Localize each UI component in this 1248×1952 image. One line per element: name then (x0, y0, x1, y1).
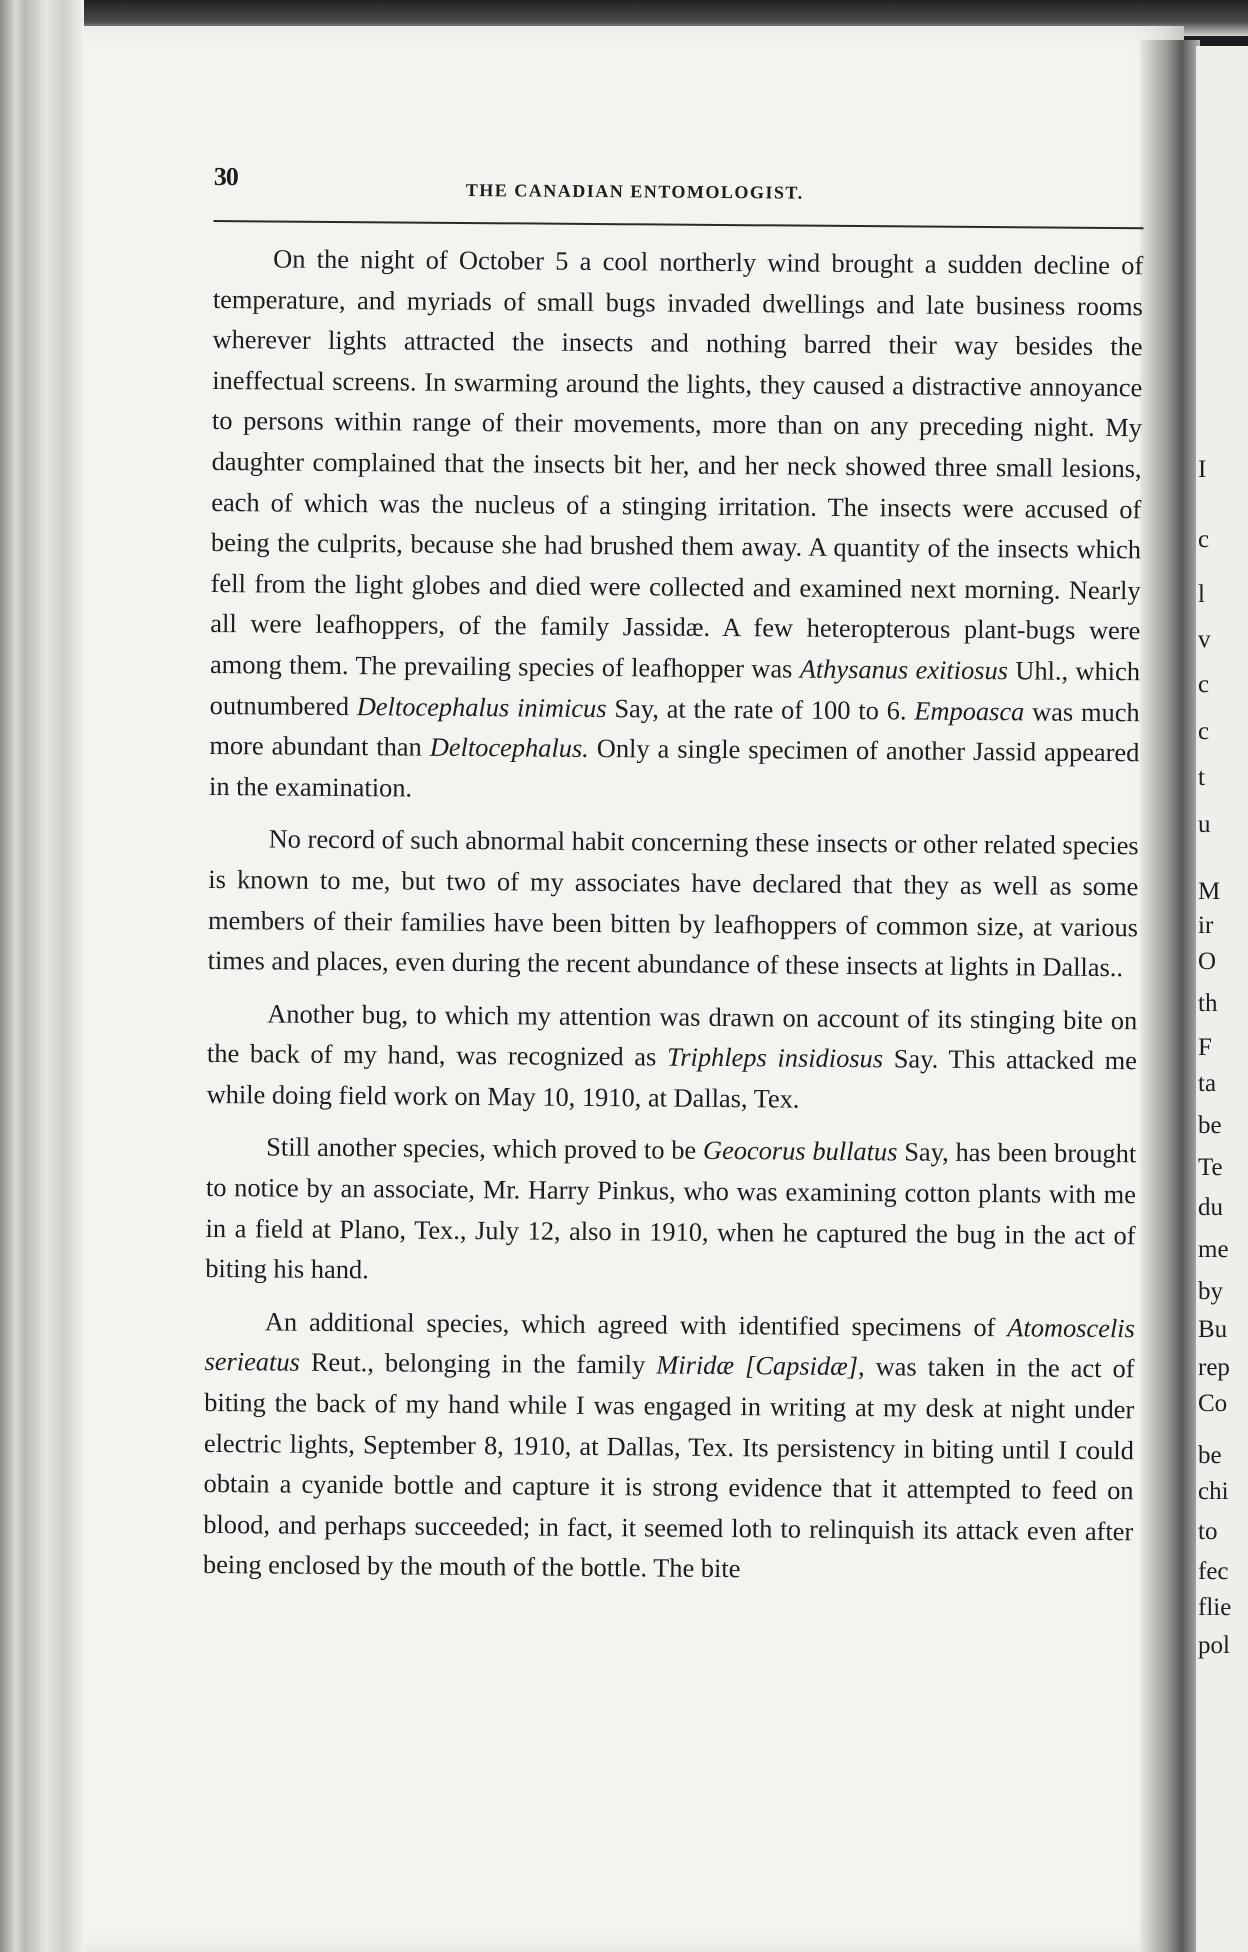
facing-page-fragment: ta (1198, 1070, 1217, 1097)
facing-page-fragment: by (1198, 1278, 1223, 1305)
text-run: Only a single specimen of another Jassid appeared in the examination. (208, 733, 1140, 803)
text-run: An additional species, which agreed with identified specimens of (264, 1306, 1008, 1343)
text-run: On the night of October 5 a cool northerly wind brought a sudden decline of temperature, and myriads of small bugs invaded dwellings and late business rooms wherever lights attracted the insects and nothing barred their way besides the ineffectual screens. In swarming around the lights, they caused a distractive annoyance to persons within range of their movements, more than on any preceding night. My daughter complained that the insects bit her, and her neck showed three small lesions, each of which was the nucleus of a stinging irritation. The insects were accused of being the culprits, because she had brushed them away. A quantity of the insects which fell from the light globes and died were collected and examined next morning. Nearly all were leafhoppers, of the family Jassidæ. A few heteropterous plant-bugs were among them. The prevailing species of leafhopper was (209, 243, 1144, 684)
facing-page-fragment: du (1198, 1194, 1223, 1221)
book-left-edge (0, 0, 84, 1952)
italic-taxon: Geocorus bullatus (702, 1135, 898, 1167)
paragraph (209, 238, 1143, 814)
book-gutter (1140, 40, 1200, 1952)
text-run: Still another species, which proved to be (266, 1131, 704, 1166)
paragraph (208, 818, 1139, 988)
text-run: Uhl., which outnumbered (209, 655, 1141, 721)
body-text (203, 238, 1144, 1592)
text-run: Another bug, to which my attention was drawn on account of its stinging bite on the back of my hand, was recognized as (206, 998, 1138, 1072)
facing-page-fragment: chi (1198, 1478, 1229, 1505)
facing-page-fragment: ir (1198, 912, 1214, 939)
page-header (214, 160, 1144, 215)
italic-taxon: Empoasca (914, 695, 1025, 726)
running-head: THE CANADIAN ENTOMOLOGIST. (465, 179, 804, 203)
facing-page-fragment: F (1198, 1034, 1212, 1061)
facing-page-fragment: c (1198, 671, 1210, 698)
italic-taxon: Triphleps insidiosus (666, 1041, 884, 1074)
facing-page-fragment: t (1198, 764, 1205, 791)
facing-page-fragment: Te (1198, 1154, 1223, 1181)
facing-page-fragment: me (1198, 1236, 1229, 1263)
facing-page-fragment: Co (1198, 1390, 1228, 1417)
text-run: was much more abundant than (209, 695, 1140, 762)
facing-page-fragment: M (1198, 878, 1221, 905)
facing-page-fragment: rep (1198, 1354, 1230, 1381)
facing-page-fragment: l (1198, 581, 1205, 608)
page-number: 30 (213, 161, 238, 192)
text-run: No record of such abnormal habit concerning these insects or other related species is known to me, but two of my associates have declared that they as well as some members of their families have been bitten by leafhoppers of common size, at various times and places, even during the recent abundance of these insects at lights in Dallas.. (207, 823, 1139, 983)
facing-page-fragment: Bu (1198, 1316, 1228, 1343)
text-run: Say, has been brought to notice by an associate, Mr. Harry Pinkus, who was examining cotton plants with me in a field at Plano, Tex., July 12, also in 1910, when he captured the bug in the act of biting his hand. (205, 1136, 1137, 1285)
facing-page-edge (1196, 46, 1248, 1952)
facing-page-fragment: v (1198, 626, 1211, 653)
header-rule (214, 220, 1144, 229)
facing-page-fragment: be (1198, 1112, 1222, 1139)
facing-page-fragment: c (1198, 718, 1210, 745)
italic-taxon: Deltocephalus inimicus (356, 690, 607, 723)
facing-page-fragment: I (1198, 456, 1207, 483)
text-run: , was taken in the act of biting the back of my hand while I was engaged in writing at my desk at night under electric lights, September 8, 1910, at Dallas, Tex. Its persistency in biting until I could obtain a cyanide bottle and capture it is strong evidence that it attempted to feed on blood, and perhaps succeeded; in fact, it seemed loth to relinquish its attack even after being enclosed by the mouth of the bottle. The bite (202, 1351, 1135, 1584)
paragraph (203, 1301, 1135, 1592)
facing-page-fragment: u (1198, 811, 1211, 838)
facing-page-fragment: th (1198, 990, 1218, 1017)
italic-taxon: Deltocephalus. (429, 731, 589, 764)
text-run: Say. This attacked me while doing field work on May 10, 1910, at Dallas, Tex. (206, 1043, 1138, 1114)
paragraph (207, 993, 1138, 1122)
facing-page-fragment: pol (1198, 1632, 1230, 1659)
facing-page-fragment: fec (1198, 1558, 1229, 1585)
italic-taxon: Atomoscelis serieatus (204, 1312, 1135, 1378)
facing-page-fragment: O (1198, 948, 1217, 975)
facing-page-fragment: flie (1198, 1594, 1232, 1621)
text-run: Say, at the rate of 100 to 6. (606, 692, 915, 726)
page-content (203, 160, 1144, 1604)
italic-taxon: Athysanus exitiosus (799, 653, 1009, 686)
facing-page-fragment: c (1198, 526, 1210, 553)
italic-taxon: Miridæ [Capsidæ] (656, 1349, 859, 1382)
facing-page-fragment: to (1198, 1518, 1218, 1545)
paragraph (205, 1126, 1136, 1296)
text-run: Reut., belonging in the family (299, 1347, 657, 1380)
facing-page-fragment: be (1198, 1442, 1222, 1469)
